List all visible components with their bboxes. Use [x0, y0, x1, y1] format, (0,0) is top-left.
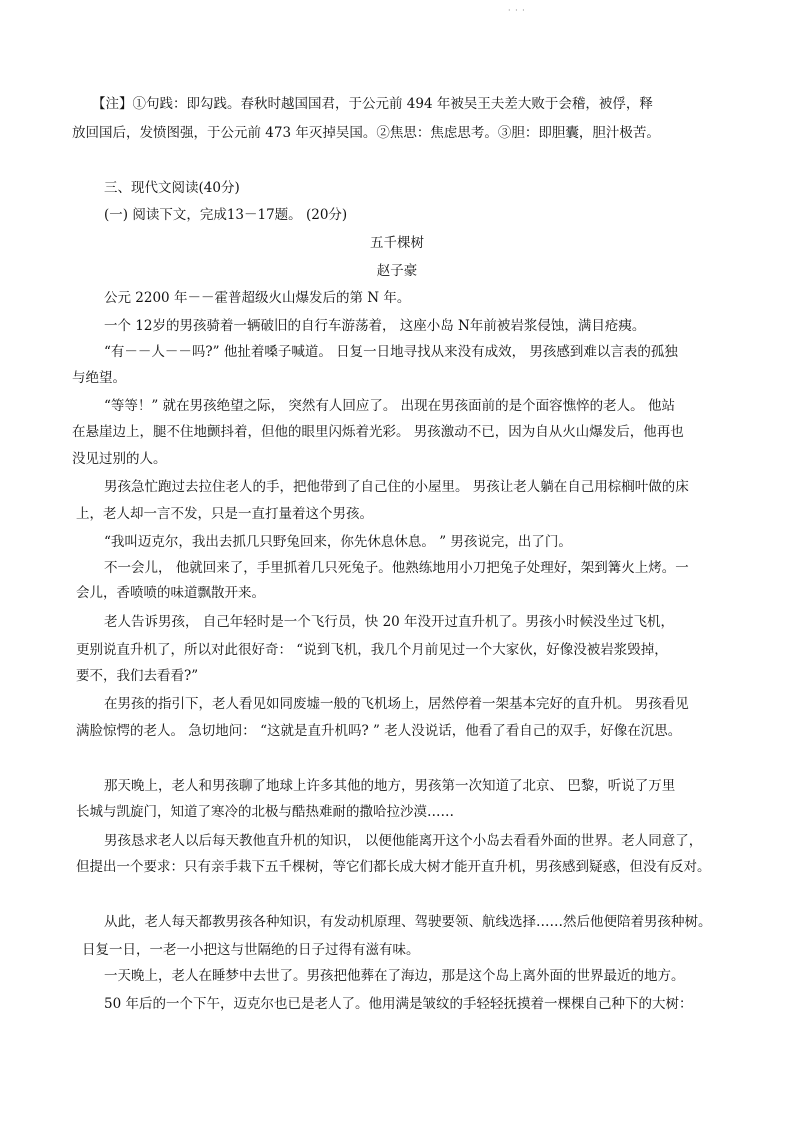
header-dots: · · · [508, 6, 526, 15]
story-line: 但提出一个要求：只有亲手栽下五千棵树，等它们都长成大树才能开直升机，男孩感到疑惑，但没有反对。 [76, 859, 711, 875]
story-line: “我叫迈克尔，我出去抓几只野兔回来，你先休息休息。 ” 男孩说完，出了门。 [104, 534, 572, 550]
story-line: 那天晚上，老人和男孩聊了地球上许多其他的地方，男孩第一次知道了北京、 巴黎，听说了万里 [104, 778, 676, 794]
story-line: 不一会儿， 他就回来了，手里抓着几只死兔子。他熟练地用小刀把兔子处理好，架到篝火上烤。一 [104, 560, 689, 576]
story-line: 一个 12岁的男孩骑着一辆破旧的自行车游荡着， 这座小岛 N年前被岩浆侵蚀，满目疮痍。 [104, 318, 646, 334]
story-line: 50 年后的一个下午，迈克尔也已是老人了。他用满是皱纹的手轻轻抚摸着一棵棵自己种下的大树： [104, 996, 693, 1012]
story-line: 满脸惊愕的老人。 急切地问： “这就是直升机吗? ” 老人没说话，他看了看自己的双手，好像在沉思。 [76, 723, 682, 739]
story-line: 公元 2200 年－－霍普超级火山爆发后的第 N 年。 [104, 290, 411, 306]
story-line: 会儿，香喷喷的味道飘散开来。 [76, 585, 265, 601]
story-line: 要不，我们去看看?” [76, 668, 199, 684]
story-line: “等等！” 就在男孩绝望之际， 突然有人回应了。 出现在男孩面前的是个面容憔悴的老人。 他站 [104, 398, 675, 414]
story-line: 上，老人却一言不发，只是一直打量着这个男孩。 [76, 506, 373, 522]
story-line: 老人告诉男孩， 自己年轻时是一个飞行员，快 20 年没开过直升机了。男孩小时候没坐过飞机， [104, 614, 675, 630]
story-title: 五千棵树 [370, 235, 424, 251]
note-line-1: 【注】①句践：即勾践。春秋时越国国君，于公元前 494 年被吴王夫差大败于会稽，被俘，释 [92, 96, 653, 112]
story-line: 更别说直升机了，所以对此很好奇： “说到飞机，我几个月前见过一个大家伙，好像没被岩浆毁掉， [76, 642, 668, 658]
section-instruction: (一) 阅读下文，完成13－17题。 (20分) [104, 207, 348, 223]
story-line: “有－－人－－吗?” 他扯着嗓子喊道。 日复一日地寻找从来没有成效， 男孩感到难以言表的孤独 [104, 344, 678, 360]
story-line: 在男孩的指引下，老人看见如同废墟一般的飞机场上，居然停着一架基本完好的直升机。 男孩看见 [104, 696, 689, 712]
story-line: 男孩恳求老人以后每天教他直升机的知识， 以便他能离开这个小岛去看看外面的世界。老人同意了， [104, 833, 703, 849]
story-line: 日复一日，一老一小把这与世隔绝的日子过得有滋有味。 [82, 942, 420, 958]
story-line: 从此，老人每天都教男孩各种知识，有发动机原理、驾驶要领、航线选择……然后他便陪着男孩种树。 [104, 914, 712, 930]
story-author: 赵子豪 [376, 263, 418, 279]
story-line: 长城与凯旋门，知道了寒冷的北极与酷热难耐的撒哈拉沙漠…… [76, 804, 454, 820]
story-line: 在悬崖边上，腿不住地颤抖着，但他的眼里闪烁着光彩。 男孩激动不已，因为自从火山爆发后，他再也 [72, 424, 684, 440]
section-heading: 三、现代文阅读(40分) [104, 180, 240, 196]
story-line: 一天晚上，老人在睡梦中去世了。男孩把他葬在了海边，那是这个岛上离外面的世界最近的地方。 [104, 968, 685, 984]
story-line: 男孩急忙跑过去拉住老人的手，把他带到了自己住的小屋里。 男孩让老人躺在自己用棕榈叶做的床 [104, 479, 689, 495]
story-line: 没见过别的人。 [72, 451, 167, 467]
story-line: 与绝望。 [72, 370, 126, 386]
note-line-2: 放回国后，发愤图强，于公元前 473 年灭掉吴国。②焦思：焦虑思考。③胆：即胆囊，胆汁极苦。 [72, 125, 660, 141]
